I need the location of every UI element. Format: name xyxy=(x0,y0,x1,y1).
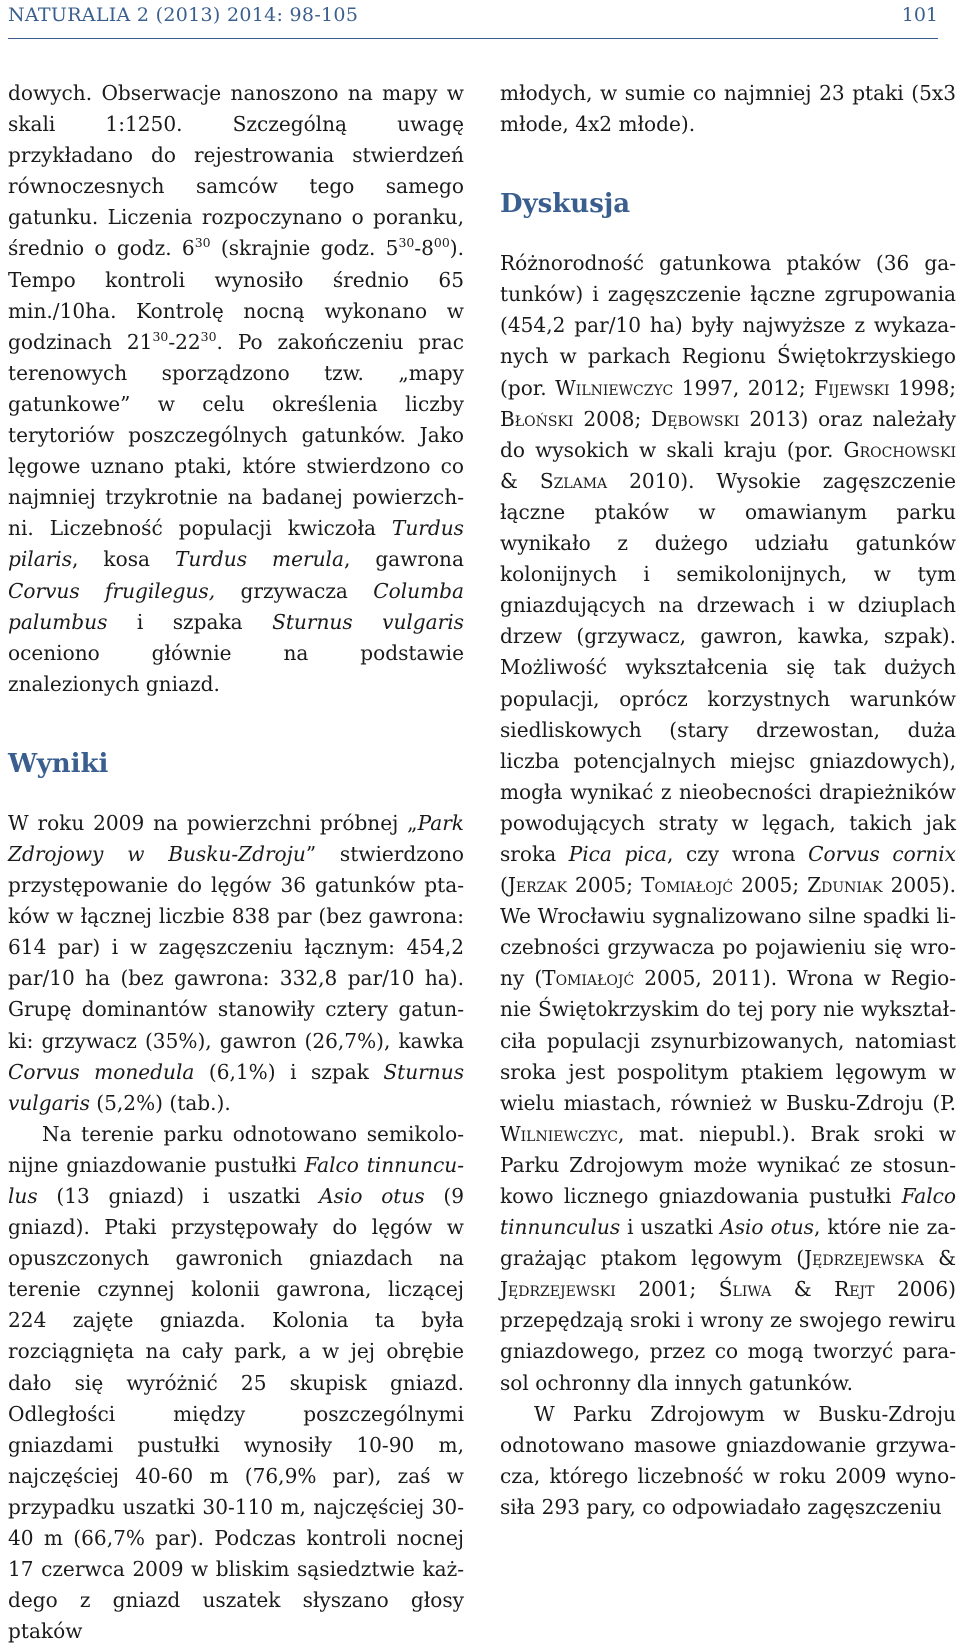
discussion-heading: Dyskusja xyxy=(500,189,631,220)
journal-citation: NATURALIA 2 (2013) 2014: 98-105 xyxy=(8,4,359,26)
page-number: 101 xyxy=(901,4,938,26)
results-paragraph-1: W roku 2009 na powierzchni próbnej „Park Zdrojowy w Busku-Zdroju” stwierdzono przystępowanie do lęgów 36 gatunków ptaków w łącznej liczbie 838 par (bez gawrona: 614 par) i w zagęszczeniu łącznym: 454,2 par/10 ha (bez gawrona: 332,8 par/10 ha). Grupę dominantów stanowiły cztery gatunki: grzywacz (35%), gawron (26,7%), kawka Corvus monedula (6,1%) i szpak Sturnus vulgaris (5,2%) (tab.). xyxy=(8,810,465,1115)
right-column xyxy=(500,78,956,1523)
left-column xyxy=(8,78,464,1647)
header-rule xyxy=(8,38,938,39)
methods-paragraph: dowych. Obserwacje nanoszono na mapy w skali 1:1250. Szczególną uwagę przykładano do rejestrowania stwierdzeń równoczesnych samców tego samego gatunku. Liczenia rozpoczynano o poranku, średnio o godz. $6^{30}$ (skrajnie godz. $5^{30}-8^{00}$). Tempo kontroli wynosiło średnio 65 min./10ha. Kontrolę nocną wykonano w godzinach $21^{30}-22^{30}$. Po zakończeniu prac terenowych sporządzono tzw. „mapy gatunkowe” w celu określenia liczby terytoriów poszczególnych gatunków. Jako lęgowe uznano ptaki, które stwierdzono co najmniej trzykrotnie na badanej powierzchni. Liczebność populacji kwiczoła Turdus pilaris, kosa Turdus merula, gawrona Corvus frugilegus, grzywacza Columba palumbus i szpaka Sturnus vulgaris oceniono głównie na podstawie znalezionych gniazd. xyxy=(8,81,464,696)
results-continuation: młodych, w sumie co najmniej 23 ptaki (5x3 młode, 4x2 młode). xyxy=(500,81,956,137)
discussion-paragraph-2: W Parku Zdrojowym w Busku-Zdroju odnotowano masowe gniazdowanie grzywacza, którego liczebność w roku 2009 wynosiła 293 pary, co odpowiadało zagęszczeniu xyxy=(500,1401,956,1519)
discussion-paragraph-1: Różnorodność gatunkowa ptaków (36 gatunków) i zagęszczenie łączne zgrupowania (454,2 par/10 ha) były najwyższe z wykazanych w parkach Regionu Świętokrzyskiego (por. Wilniewczyc 1997, 2012; Fijewski 1998; Błoński 2008; Dębowski 2013) oraz należały do wysokich w skali kraju (por. Grochowski & Szlama 2010). Wysokie zagęszczenie łączne ptaków w omawianym parku wynikało z dużego udziału gatunków kolonijnych i semikolonijnych, w tym gniazdujących na drzewach i w dziuplach drzew (grzywacz, gawron, kawka, szpak). Możliwość wykształcenia się tak dużych populacji, oprócz korzystnych warunków siedliskowych (stary drzewostan, duża liczba potencjalnych miejsc gniazdowych), mogła wynikać z nieobecności drapieżników powodujących straty w lęgach, takich jak sroka Pica pica, czy wrona Corvus cornix (Jerzak 2005; Tomiałojć 2005; Zduniak 2005). We Wrocławiu sygnalizowano silne spadki liczebności grzywacza po pojawieniu się wrony (Tomiałojć 2005, 2011). Wrona w Regionie Świętokrzyskim do tej pory nie wykształciła populacji zsynurbizowanych, natomiast sroka jest pospolitym ptakiem lęgowym w wielu miastach, również w Busku-Zdroju (P. Wilniewczyc, mat. niepubl.). Brak sroki w Parku Zdrojowym może wynikać ze stosunkowo licznego gniazdowania pustułki Falco tinnunculus i uszatki Asio otus, które nie zagrażając ptakom lęgowym (Jędrzejewska & Jędrzejewski 2001; Śliwa & Rejt 2006) przepędzają sroki i wrony ze swojego rewiru gniazdowego, przez co mogą tworzyć parasol ochronny dla innych gatunków. xyxy=(500,251,957,1395)
results-heading: Wyniki xyxy=(8,748,109,779)
results-paragraph-2: Na terenie parku odnotowano semikolonijne gniazdowanie pustułki Falco tinnunculus (13 gniazd) i uszatki Asio otus (9 gniazd). Ptaki przystępowały do lęgów w opuszczonych gawronich gniazdach na terenie czynnej kolonii gawrona, liczącej 224 zajęte gniazda. Kolonia ta była rozciągnięta na cały park, a w jej obrębie dało się wyróżnić 25 skupisk gniazd. Odległości między poszczególnymi gniazdami pustułki wynosiły 10-90 m, najczęściej 40-60 m (76,9% par), zaś w przypadku uszatki 30-110 m, najczęściej 30-40 m (66,7% par). Podczas kontroli nocnej 17 czerwca 2009 w bliskim sąsiedztwie każdego z gniazd uszatek słyszano głosy ptaków xyxy=(8,1121,464,1644)
running-header xyxy=(8,0,938,38)
